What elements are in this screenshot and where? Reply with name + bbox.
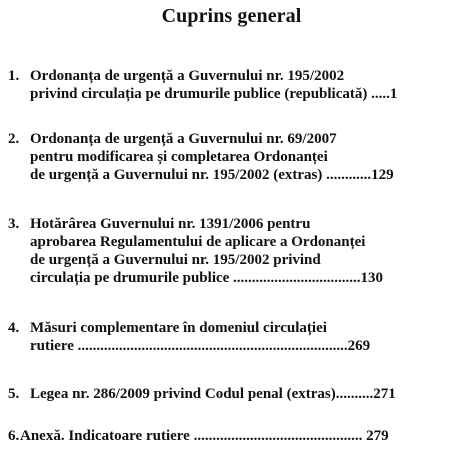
entry-text-line: pentru modificarea și completarea Ordonanței bbox=[30, 149, 328, 165]
entry-number: 4. bbox=[8, 320, 20, 336]
entry-text-line: de urgență a Guvernului nr. 195/2002 (extras) ............129 bbox=[30, 167, 394, 183]
toc-entry-3[interactable] bbox=[0, 215, 463, 287]
entry-number: 2. bbox=[8, 131, 20, 147]
entry-number: 1. bbox=[8, 68, 20, 84]
entry-text-line: Ordonanța de urgență a Guvernului nr. 69/2007 bbox=[30, 131, 337, 147]
toc-entry-5[interactable] bbox=[0, 385, 463, 403]
entry-text-line: Anexă. Indicatoare rutiere ............................................. 279 bbox=[20, 428, 389, 444]
entry-text-line: Legea nr. 286/2009 privind Codul penal (extras)..........271 bbox=[30, 386, 396, 402]
page-title: Cuprins general bbox=[161, 5, 302, 27]
entry-text-line: Hotărârea Guvernului nr. 1391/2006 pentru bbox=[30, 216, 311, 232]
entry-number: 3. bbox=[8, 216, 20, 232]
entry-text-line: circulația pe drumurile publice ..................................130 bbox=[30, 270, 384, 286]
toc-entry-4[interactable] bbox=[0, 319, 463, 355]
toc-entry-1[interactable] bbox=[0, 67, 463, 103]
toc-entry-2[interactable] bbox=[0, 130, 463, 184]
entry-text-line: aprobarea Regulamentului de aplicare a Ordonanței bbox=[30, 234, 366, 250]
entry-text-line: privind circulația pe drumurile publice (republicată) .....1 bbox=[30, 86, 398, 102]
entry-text-line: de urgență a Guvernului nr. 195/2002 privind bbox=[30, 252, 321, 268]
entry-text-line: rutiere ........................................................................269 bbox=[30, 338, 371, 354]
entry-number: 6. bbox=[8, 428, 20, 444]
entry-number: 5. bbox=[8, 386, 20, 402]
entry-text-line: Măsuri complementare în domeniul circulației bbox=[30, 320, 327, 336]
toc-entry-6[interactable] bbox=[0, 427, 463, 445]
entry-text-line: Ordonanța de urgență a Guvernului nr. 195/2002 bbox=[30, 68, 345, 84]
